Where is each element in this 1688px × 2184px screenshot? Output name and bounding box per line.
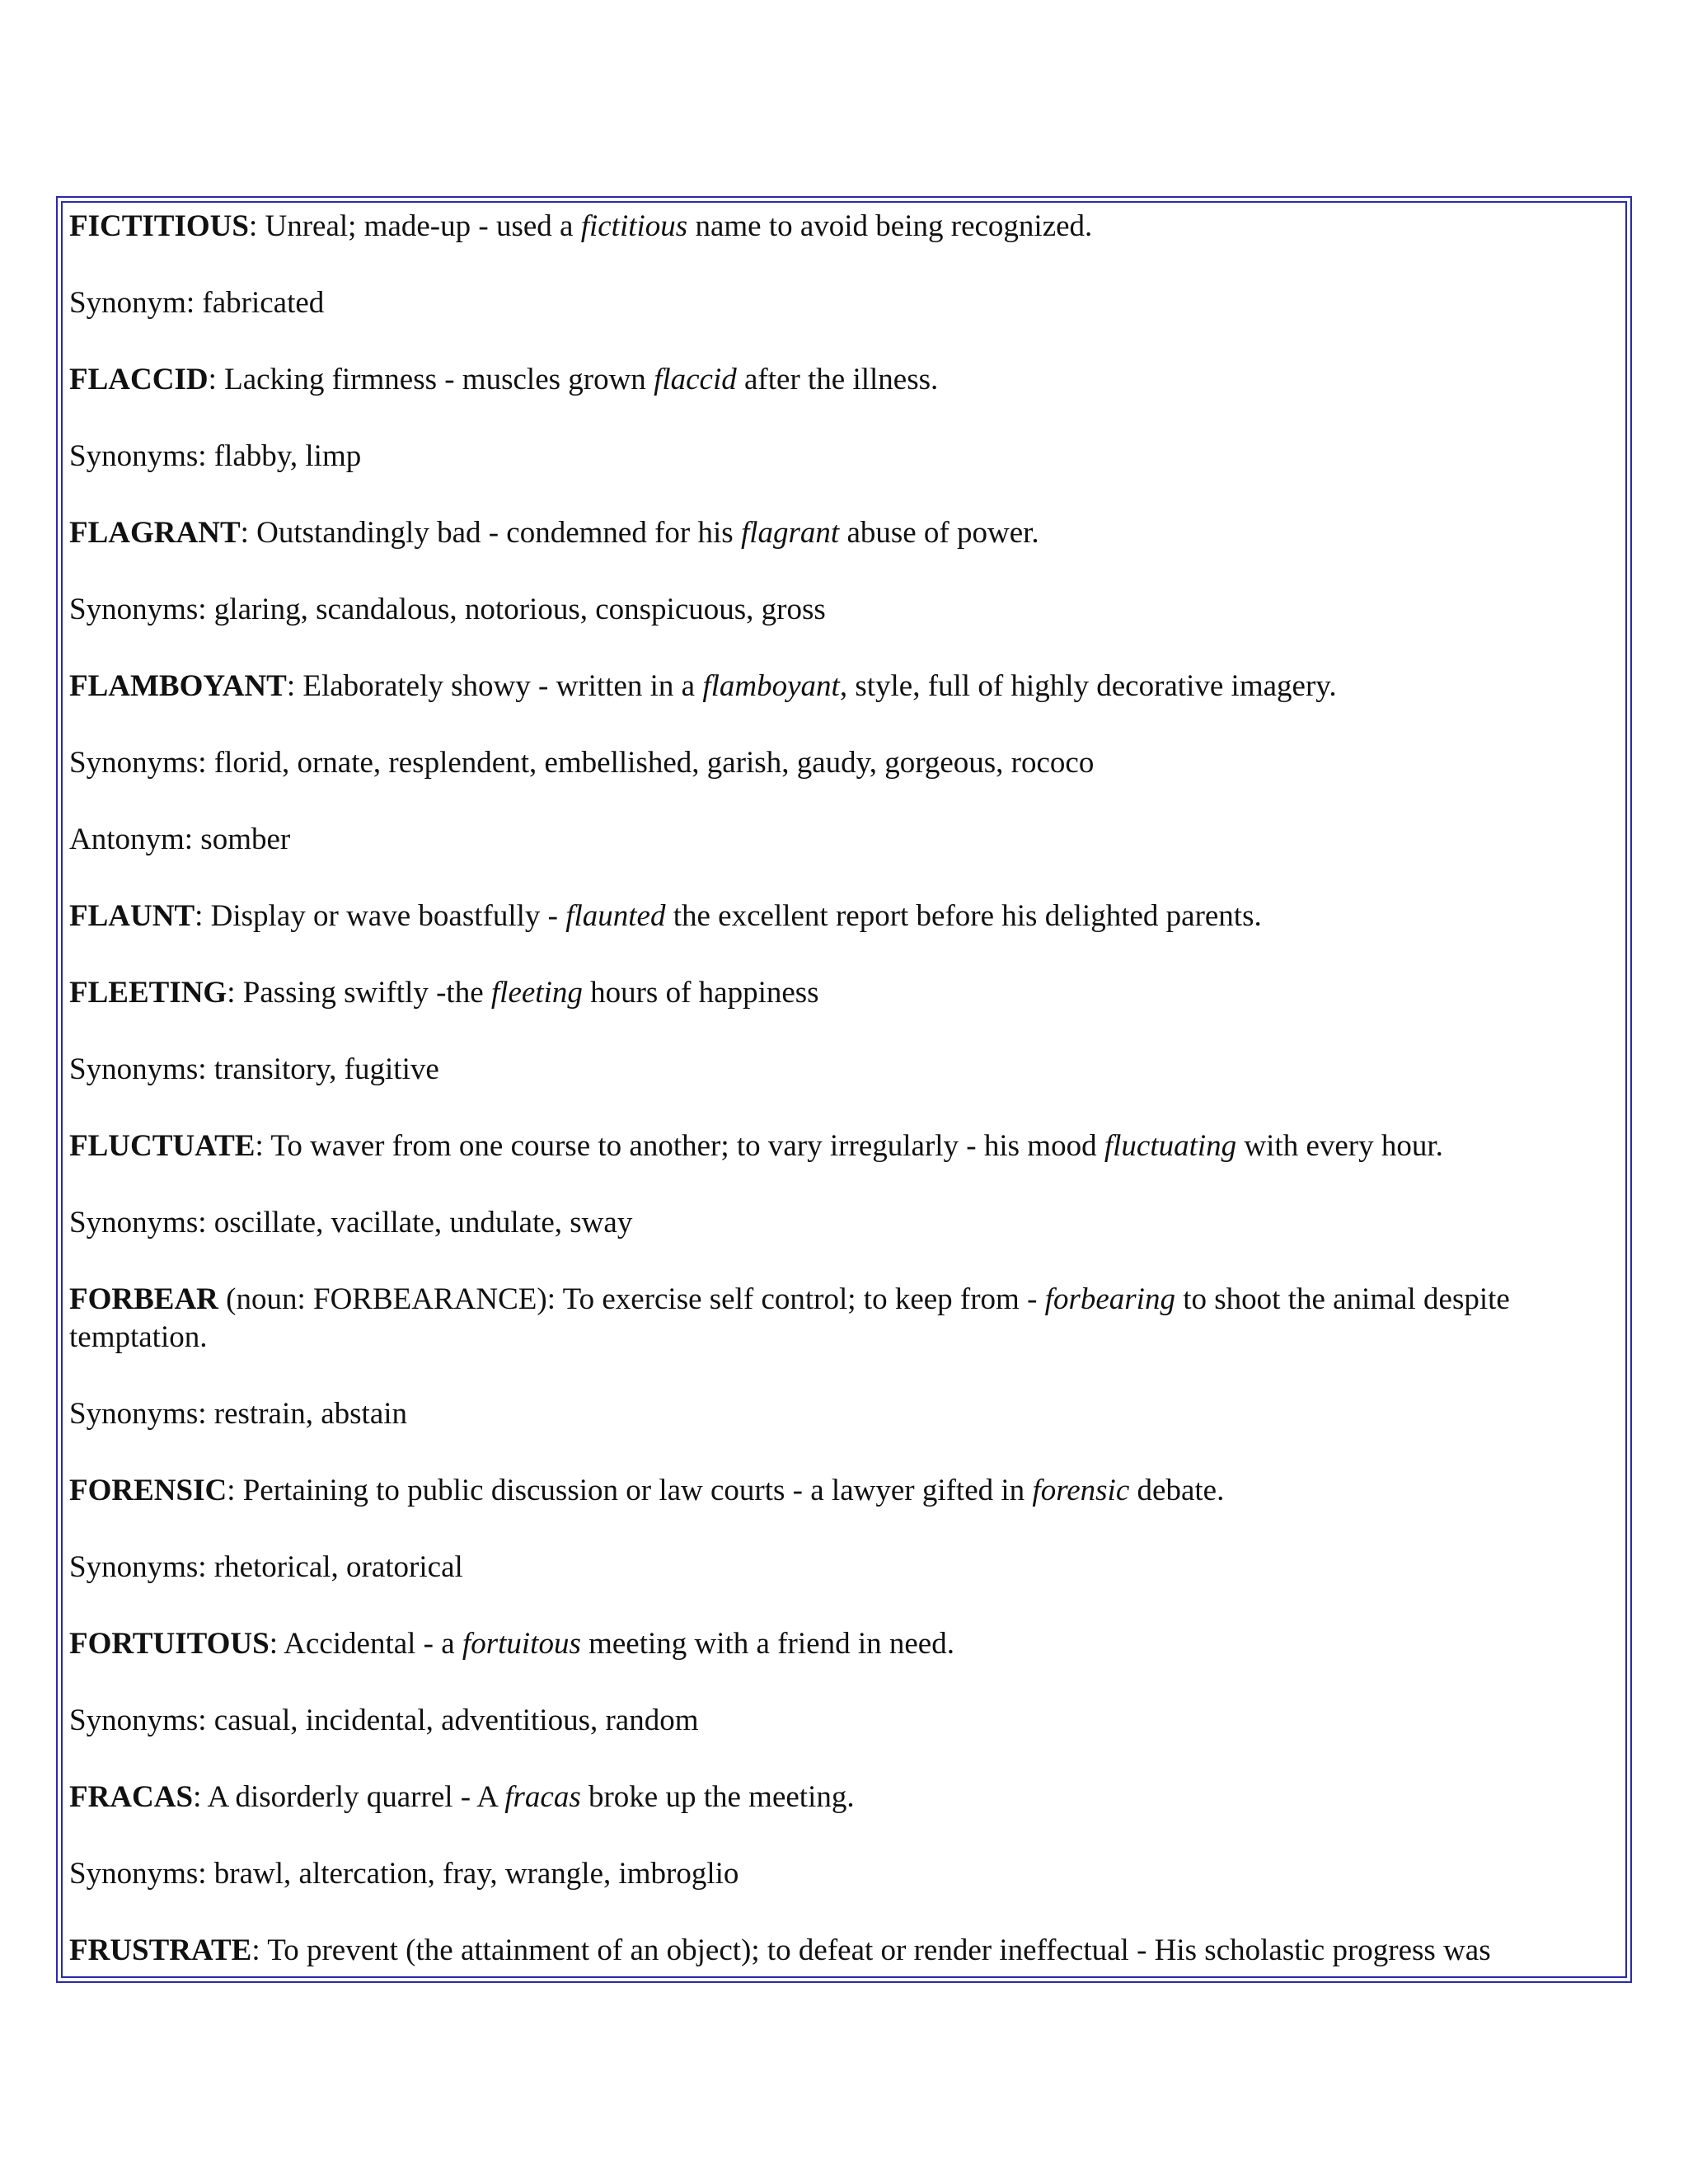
definition-text: : Display or wave boastfully - [195,899,566,933]
synonym-line: Synonyms: glaring, scandalous, notorious, conspicuous, gross [69,593,826,626]
definition-entry [69,361,1617,399]
definition-text: : Outstandingly bad - condemned for his [240,516,741,550]
glossary-content [61,201,1627,1978]
headword: FORBEAR [69,1282,218,1316]
synonym-line: Synonyms: brawl, altercation, fray, wrangle, imbroglio [69,1857,739,1891]
synonym-line: Synonyms: oscillate, vacillate, undulate, sway [69,1206,633,1240]
synonym-line: Antonym: somber [69,823,291,856]
example-word: flaccid [654,363,737,396]
headword: FRUSTRATE [69,1933,252,1967]
headword: FLACCID [69,363,209,396]
definition-text: : To waver from one course to another; to vary irregularly - his mood [255,1129,1104,1163]
definition-text: : Lacking firmness - muscles grown [208,363,654,396]
headword: FORTUITOUS [69,1627,270,1661]
definition-entry [69,1625,1617,1663]
definition-entry [69,514,1617,552]
definition-entry [69,1779,1617,1816]
definition-entry [69,1127,1617,1165]
headword: FLAGRANT [69,516,241,550]
example-text: name to avoid being recognized. [687,209,1093,243]
synonym-line: Synonyms: restrain, abstain [69,1397,408,1431]
definition-text: : A disorderly quarrel - A [193,1780,505,1814]
definition-entry [69,898,1617,935]
definition-text: : To prevent (the attainment of an object); to defeat or render ineffectual - His scholastic progress was [251,1933,1491,1967]
example-text: with every hour. [1236,1129,1443,1163]
headword: FRACAS [69,1780,194,1814]
synonym-line: Synonyms: transitory, fugitive [69,1052,439,1086]
example-text: broke up the meeting. [580,1780,855,1814]
synonym-line: Synonyms: casual, incidental, adventitious, random [69,1704,699,1737]
headword: FLAUNT [69,899,195,933]
definition-text: : Passing swiftly -the [227,976,491,1010]
example-text: to shoot the animal despite temptation. [69,1282,1510,1354]
example-word: forbearing [1044,1282,1175,1316]
example-word: flamboyant [702,669,840,703]
headword: FLAMBOYANT [69,669,287,703]
definition-entry [69,208,1617,246]
synonym-line: Synonyms: flabby, limp [69,439,362,473]
headword: FORENSIC [69,1474,227,1507]
definition-entry [69,668,1617,705]
example-text: hours of happiness [582,976,819,1010]
example-word: fleeting [490,976,583,1010]
definition-entry [69,1281,1617,1357]
example-word: fortuitous [462,1627,581,1661]
example-word: fictitious [580,209,688,243]
example-text: after the illness. [736,363,939,396]
part-of-speech-note: (noun: FORBEARANCE) [218,1282,547,1316]
example-word: forensic [1032,1474,1130,1507]
definition-entry [69,1472,1617,1510]
definition-text: : Pertaining to public discussion or law courts - a lawyer gifted in [227,1474,1033,1507]
glossary-frame [56,196,1632,1983]
headword: FLUCTUATE [69,1129,256,1163]
definition-entry [69,1932,1617,1970]
example-word: flagrant [740,516,840,550]
synonym-line: Synonyms: florid, ornate, resplendent, embellished, garish, gaudy, gorgeous, rococo [69,746,1095,780]
synonym-line: Synonyms: rhetorical, oratorical [69,1550,463,1584]
definition-text: : Accidental - a [269,1627,462,1661]
example-word: fracas [504,1780,581,1814]
example-text: the excellent report before his delighted parents. [665,899,1262,933]
headword: FICTITIOUS [69,209,249,243]
definition-text: : Unreal; made-up - used a [248,209,581,243]
example-text: meeting with a friend in need. [580,1627,954,1661]
example-word: flaunted [565,899,666,933]
definition-text: : Elaborately showy - written in a [286,669,703,703]
synonym-line: Synonym: fabricated [69,286,325,320]
example-text: debate. [1129,1474,1225,1507]
headword: FLEETING [69,976,227,1010]
example-text: , style, full of highly decorative imagery. [839,669,1337,703]
example-word: fluctuating [1104,1129,1237,1163]
definition-entry [69,974,1617,1012]
example-text: abuse of power. [839,516,1039,550]
definition-text: : To exercise self control; to keep from - [546,1282,1045,1316]
